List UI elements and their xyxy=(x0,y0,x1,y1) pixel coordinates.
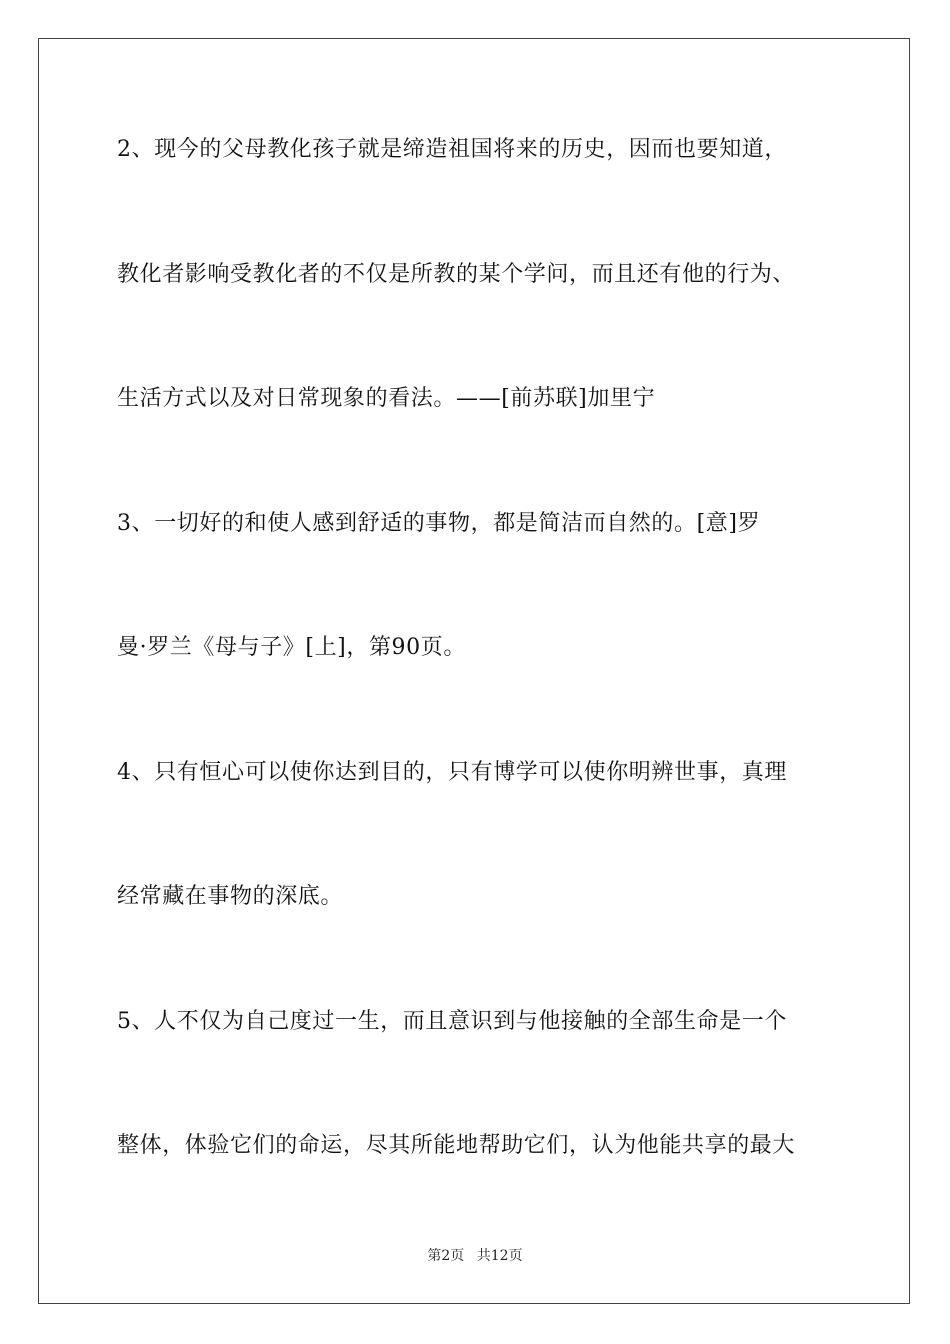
page-number: 第2页 xyxy=(427,1248,465,1264)
text-line-7: 经常藏在事物的深底。 xyxy=(117,884,344,909)
text-line-2: 教化者影响受教化者的不仅是所教的某个学问，而且还有他的行为、 xyxy=(117,262,796,287)
text-line-9: 整体，体验它们的命运，尽其所能地帮助它们，认为他能共享的最大 xyxy=(117,1133,796,1158)
text-line-8: 5、人不仅为自己度过一生，而且意识到与他接触的全部生命是一个 xyxy=(117,1009,787,1034)
page-frame xyxy=(38,38,910,1304)
text-line-1: 2、现今的父母教化孩子就是缔造祖国将来的历史，因而也要知道， xyxy=(117,137,787,162)
text-line-4: 3、一切好的和使人感到舒适的事物，都是简洁而自然的。[意]罗 xyxy=(117,511,761,536)
text-line-3: 生活方式以及对日常现象的看法。——[前苏联]加里宁 xyxy=(117,386,656,411)
page-total: 共12页 xyxy=(476,1248,523,1264)
text-line-5: 曼·罗兰《母与子》[上]，第90页。 xyxy=(117,635,466,660)
text-line-6: 4、只有恒心可以使你达到目的，只有博学可以使你明辨世事，真理 xyxy=(117,760,787,785)
page-footer xyxy=(0,1247,950,1265)
